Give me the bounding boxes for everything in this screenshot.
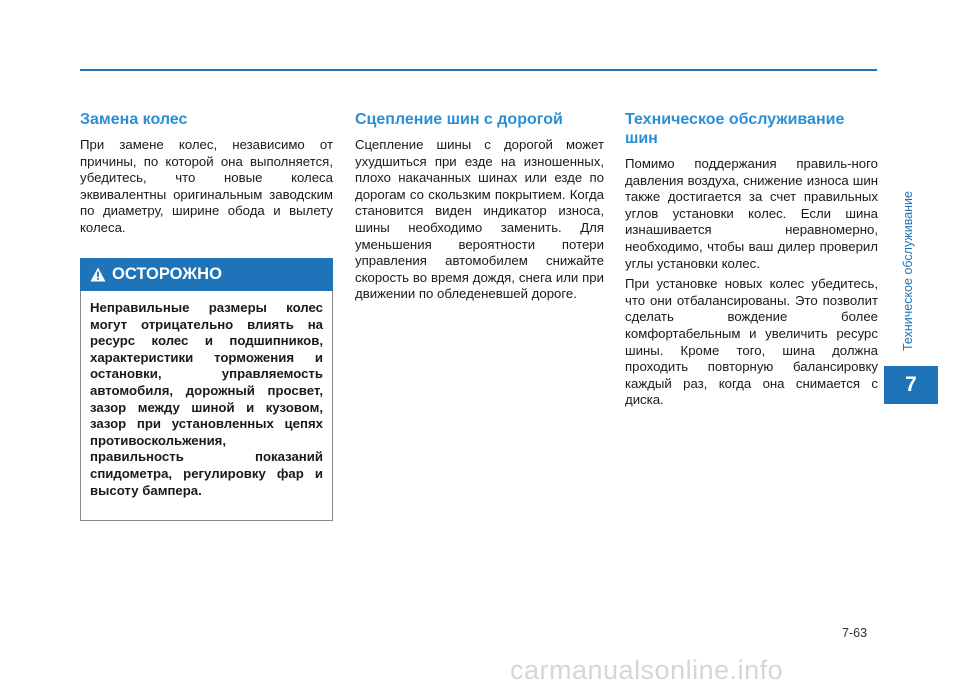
page-number: 7-63: [842, 626, 868, 640]
warning-title: ОСТОРОЖНО: [112, 265, 222, 283]
section-body: При замене колес, независимо от причины, по которой она выполняется, убедитесь, что новые колеса эквивалентны оригинальным заводским по диаметру, ширине обода и вылету колеса.: [80, 137, 333, 235]
chapter-number: 7: [905, 373, 917, 396]
section-wheel-replacement: [80, 110, 333, 241]
chapter-number-tab: [884, 366, 938, 404]
section-heading: Сцепление шин с дорогой: [355, 111, 563, 128]
section-paragraph: При установке новых колес убедитесь, что они отбалансированы. Это позволит сделать вождение более комфортабельным и увеличить ресурс шины. Кроме того, шина должна проходить повторную балансировку каждый раз, когда она снимается с диска.: [625, 276, 878, 408]
chapter-side-title: [897, 176, 919, 366]
section-heading: Техническое обслуживание шин: [625, 111, 845, 147]
warning-triangle-icon: [90, 267, 106, 282]
section-heading: Замена колес: [80, 111, 188, 128]
chapter-title-text: Техническое обслуживание: [901, 191, 915, 351]
warning-text: Неправильные размеры колес могут отрицательно влиять на ресурс колес и подшипников, характеристики торможения и остановки, управляемость автомобиля, дорожный просвет, зазор между шиной и кузовом, зазор при установленных цепях противоскольжения, правильность показаний спидометра, регулировку фар и высоту бампера.: [90, 300, 323, 498]
watermark: carmanualsonline.info: [510, 655, 784, 685]
section-paragraph: Помимо поддержания правиль-ного давления воздуха, снижение износа шин также достигается за счет правильных углов установки колес. Если шина изнашивается неравномерно, необходимо, чтобы ваш дилер проверил углы установки колес.: [625, 156, 878, 271]
section-body: Сцепление шины с дорогой может ухудшиться при езде на изношенных, плохо накачанных шинах или езде по дорогам со скользким покрытием. Когда становится виден индикатор износа, шины необходимо заменить. Для уменьшения вероятности потери управления автомобилем снижайте скорость во время дождя, снега или при движении по обледеневшей дороге.: [355, 137, 604, 302]
section-tire-traction: [355, 110, 604, 307]
top-divider: [80, 69, 877, 71]
warning-box: [80, 258, 333, 521]
section-tire-maintenance: [625, 110, 878, 413]
warning-header: [80, 258, 333, 291]
